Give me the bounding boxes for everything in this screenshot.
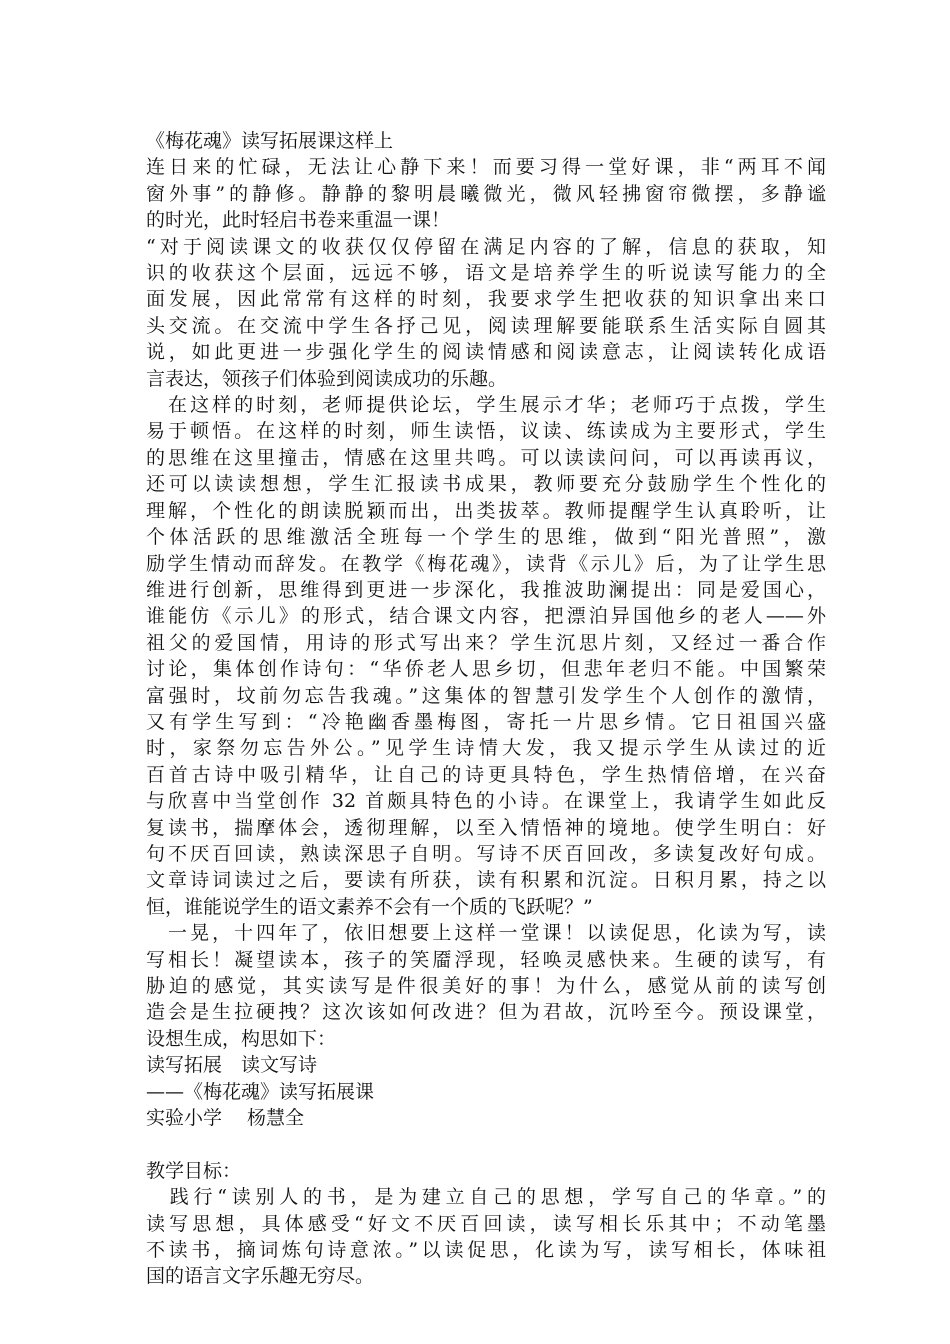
text-line: 面发展，因此常常有这样的时刻，我要求学生把收获的知识拿出来口 [146,288,826,311]
text-line: 设想生成，构思如下： [146,1027,337,1050]
text-line: 理解，个性化的朗读脱颖而出，出类拔萃。教师提醒学生认真聆听，让 [146,499,826,522]
text-line: 教学目标： [146,1159,242,1182]
text-line: 说，如此更进一步强化学生的阅读情感和阅读意志，让阅读转化成语 [146,341,826,364]
text-line: 《梅花魂》读写拓展课这样上 [146,130,394,152]
document-body [146,128,826,1290]
blank-line [146,1131,826,1157]
text-line: 读写思想，具体感受“好文不厌百回读，读写相长乐其中；不动笔墨 [146,1212,826,1235]
text-line: 实验小学 杨慧全 [146,1107,305,1130]
text-line: 百首古诗中吸引精华，让自己的诗更具特色，学生热情倍增，在兴奋 [146,763,826,786]
text-line: 连日来的忙碌，无法让心静下来！而要习得一堂好课，非“两耳不闻 [146,156,826,179]
text-line: 头交流。在交流中学生各抒己见，阅读理解要能联系生活实际自圆其 [146,314,826,337]
text-line: 富强时，坟前勿忘告我魂。”这集体的智慧引发学生个人创作的激情， [146,684,826,707]
text-line: ——《梅花魂》读写拓展课 [146,1080,375,1103]
text-line: 易于顿悟。在这样的时刻，师生读悟，议读、练读成为主要形式，学生 [146,420,826,443]
text-line: 一晃，十四年了，依旧想要上这样一堂课！以读促思，化读为写，读 [146,922,826,945]
text-line: 国的语言文字乐趣无穷尽。 [146,1265,375,1288]
text-line: 窗外事”的静修。静静的黎明晨曦微光，微风轻拂窗帘微摆，多静谧 [146,182,826,205]
text-line: 复读书，揣摩体会，透彻理解，以至入情悟神的境地。使学生明白：好 [146,816,826,839]
text-line: 的时光，此时轻启书卷来重温一课！ [146,209,451,232]
text-line: 践行“读别人的书，是为建立自己的思想，学写自己的华章。”的 [146,1186,826,1209]
text-line: 读写拓展 读文写诗 [146,1054,318,1077]
text-line: 在这样的时刻，老师提供论坛，学生展示才华；老师巧于点拨，学生 [146,394,826,417]
text-line: 言表达，领孩子们体验到阅读成功的乐趣。 [146,367,508,390]
text-line: 句不厌百回读，熟读深思子自明。写诗不厌百回改，多读复改好句成。 [146,842,826,865]
text-line: 恒，谁能说学生的语文素养不会有一个质的飞跃呢？” [146,895,593,918]
text-line: 励学生情动而辞发。在教学《梅花魂》，读背《示儿》后，为了让学生思 [146,552,826,575]
text-line: 还可以读读想想，学生汇报读书成果，教师要充分鼓励学生个性化的 [146,473,826,496]
text-line: 讨论，集体创作诗句：“华侨老人思乡切，但悲年老归不能。中国繁荣 [146,658,826,681]
text-line: 维进行创新，思维得到更进一步深化，我推波助澜提出：同是爱国心， [146,578,826,601]
text-line: 的思维在这里撞击，情感在这里共鸣。可以读读问问，可以再读再议， [146,446,826,469]
text-line: “对于阅读课文的收获仅仅停留在满足内容的了解，信息的获取，知 [146,235,826,258]
text-line: 不读书，摘词炼句诗意浓。”以读促思，化读为写，读写相长，体味祖 [146,1239,826,1262]
text-line: 写相长！凝望读本，孩子的笑靥浮现，轻唤灵感快来。生硬的读写，有 [146,948,826,971]
text-line: 与欣喜中当堂创作 32 首颇具特色的小诗。在课堂上，我请学生如此反 [146,790,826,813]
text-line: 时，家祭勿忘告外公。”见学生诗情大发，我又提示学生从读过的近 [146,737,826,760]
text-line: 造会是生拉硬拽？这次该如何改进？但为君故，沉吟至今。预设课堂， [146,1001,826,1024]
text-line: 又有学生写到：“冷艳幽香墨梅图，寄托一片思乡情。它日祖国兴盛 [146,710,826,733]
text-line: 识的收获这个层面，远远不够，语文是培养学生的听说读写能力的全 [146,262,826,285]
text-line: 谁能仿《示儿》的形式，结合课文内容，把漂泊异国他乡的老人——外 [146,605,826,628]
text-line: 文章诗词读过之后，要读有所获，读有积累和沉淀。日积月累，持之以 [146,869,826,892]
text-line: 个体活跃的思维激活全班每一个学生的思维，做到“阳光普照”，激 [146,526,826,549]
text-line: 胁迫的感觉，其实读写是件很美好的事！为什么，感觉从前的读写创 [146,975,826,997]
text-line: 祖父的爱国情，用诗的形式写出来？学生沉思片刻，又经过一番合作 [146,631,826,654]
